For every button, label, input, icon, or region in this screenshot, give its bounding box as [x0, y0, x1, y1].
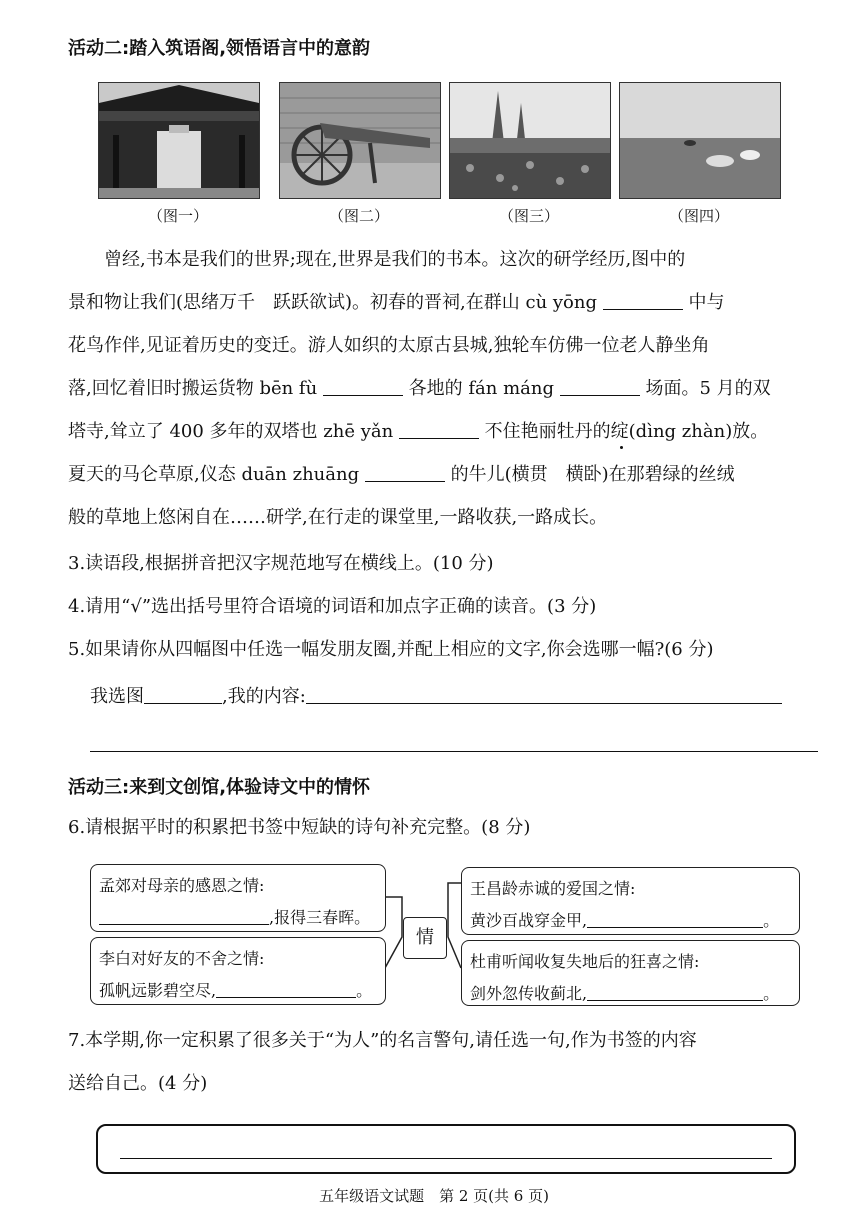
bookmark-wangchangling: 王昌龄赤诚的爱国之情: 黄沙百战穿金甲, 。: [461, 867, 800, 935]
bookmark-libai: 李白对好友的不舍之情: 孤帆远影碧空尽, 。: [90, 937, 386, 1005]
question-5-answer: 我选图 ,我的内容:: [90, 675, 820, 718]
page-footer: 五年级语文试题 第 2 页(共 6 页): [319, 1187, 549, 1205]
caption-2: （图二）: [328, 207, 389, 225]
passage-line-2: 景和物让我们(思绪万千 跃跃欲试)。初春的晋祠,在群山 cù yōng 中与: [68, 292, 725, 313]
passage-line-5: 塔寺,耸立了 400 多年的双塔也 zhē yǎn 不住艳丽牡丹的绽(dìng zhàn)放。: [68, 421, 769, 442]
center-qing: 情: [403, 917, 447, 959]
blank-wangchangling[interactable]: [587, 909, 763, 928]
question-7-line-1: 7.本学期,你一定积累了很多关于“为人”的名言警句,请任选一句,作为书签的内容: [68, 1030, 697, 1051]
question-5: 5.如果请你从四幅图中任选一幅发朋友圈,并配上相应的文字,你会选哪一幅?(6 分): [68, 639, 714, 660]
caption-1: （图一）: [147, 207, 208, 225]
activity2-title: 活动二:踏入筑语阁,领悟语言中的意韵: [68, 38, 371, 59]
passage-line-3: 花鸟作伴,见证着历史的变迁。游人如织的太原古县城,独轮车仿佛一位老人静坐角: [68, 335, 710, 356]
caption-4: （图四）: [668, 207, 729, 225]
bookmark-dufu: 杜甫听闻收复失地后的狂喜之情: 剑外忽传收蓟北, 。: [461, 940, 800, 1006]
question-4: 4.请用“√”选出括号里符合语境的词语和加点字正确的读音。(3 分): [68, 596, 597, 617]
passage-line-7: 般的草地上悠闲自在……研学,在行走的课堂里,一路收获,一路成长。: [68, 507, 608, 528]
blank-libai[interactable]: [216, 979, 356, 998]
bookmark-mengjiao: 孟郊对母亲的感恩之情: ,报得三春晖。: [90, 864, 386, 932]
passage-line-6: 夏天的马仑草原,仪态 duān zhuāng 的牛儿(横贯 横卧)在那碧绿的丝绒: [68, 464, 735, 485]
question-3: 3.读语段,根据拼音把汉字规范地写在横线上。(10 分): [68, 553, 494, 574]
question-7-line-2: 送给自己。(4 分): [68, 1073, 208, 1094]
passage-line-1: 曾经,书本是我们的世界;现在,世界是我们的书本。这次的研学经历,图中的: [104, 249, 686, 270]
bookmark-answer-line[interactable]: [120, 1158, 772, 1159]
activity3-title: 活动三:来到文创馆,体验诗文中的情怀: [68, 777, 371, 798]
blank-mengjiao[interactable]: [99, 906, 269, 925]
dotted-char: 绽: [610, 421, 629, 442]
blank-dufu[interactable]: [587, 982, 763, 1001]
caption-3: （图三）: [498, 207, 559, 225]
bookmark-answer-box: [96, 1124, 796, 1174]
passage-line-4: 落,回忆着旧时搬运货物 bēn fù 各地的 fán máng 场面。5 月的双: [68, 378, 771, 399]
question-6: 6.请根据平时的积累把书签中短缺的诗句补充完整。(8 分): [68, 817, 531, 838]
